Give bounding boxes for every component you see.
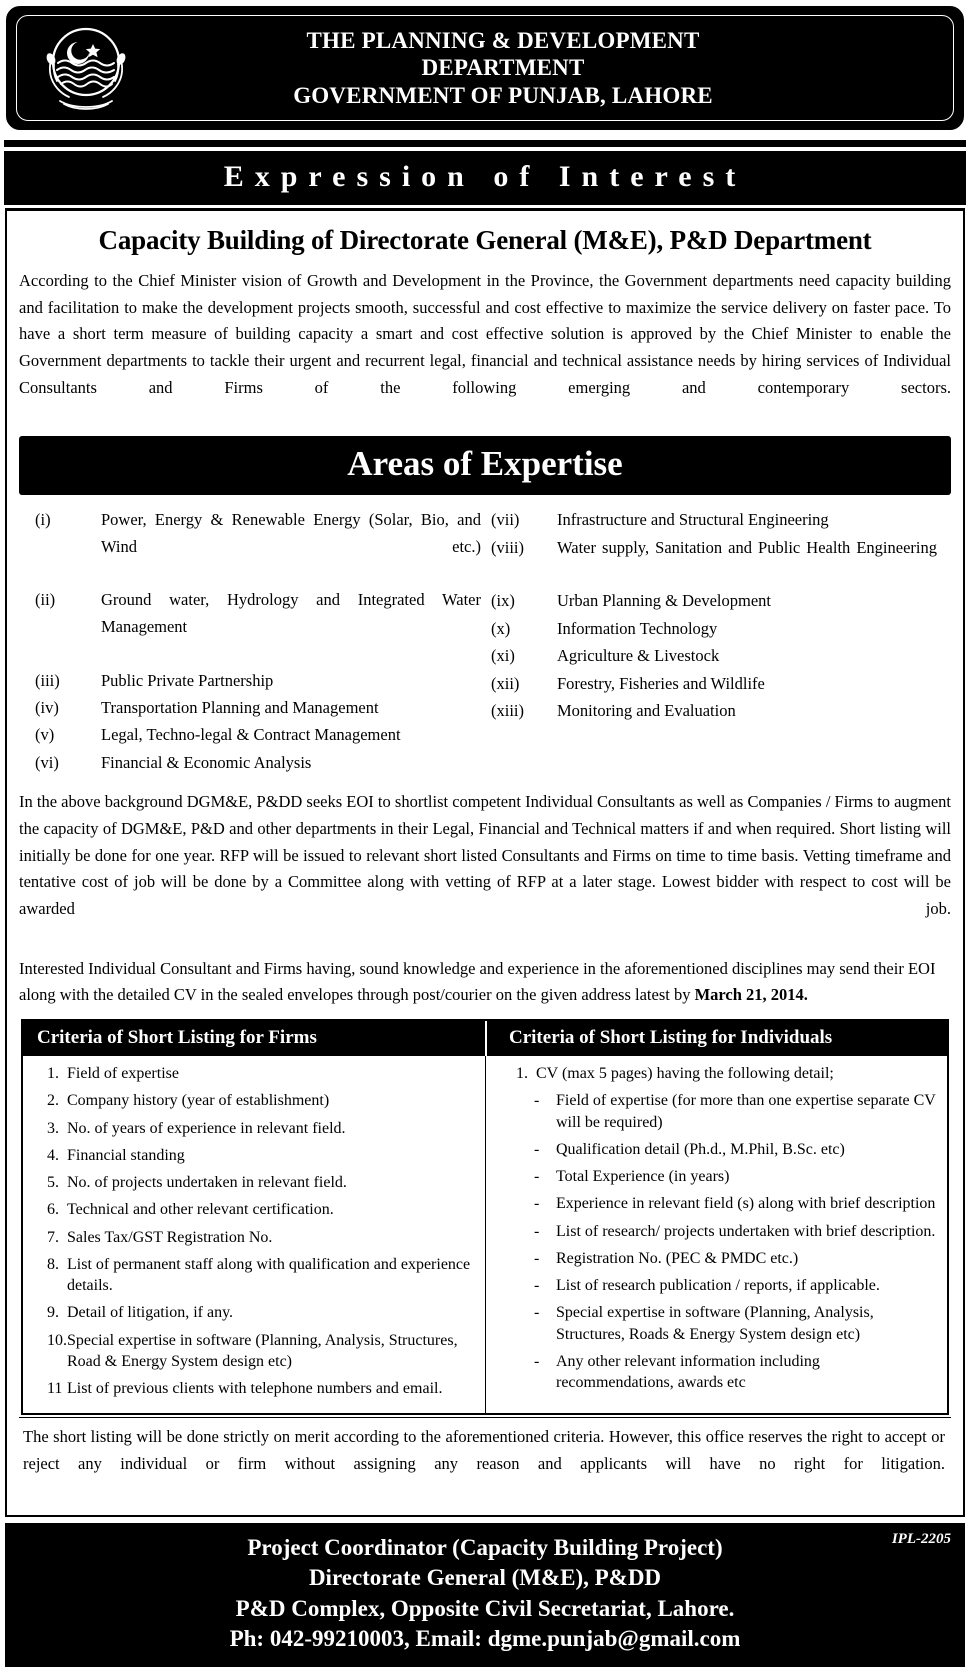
expertise-numeral: (v) bbox=[35, 725, 55, 745]
row-text: CV (max 5 pages) having the following detail; bbox=[536, 1064, 834, 1082]
row-bullet: - bbox=[534, 1140, 540, 1158]
row-number: 1. bbox=[47, 1064, 59, 1082]
criteria-table-body bbox=[23, 1056, 947, 1413]
closing-statement bbox=[19, 1417, 951, 1508]
list-item bbox=[35, 668, 481, 694]
row-bullet: - bbox=[534, 1277, 540, 1295]
row-text: List of previous clients with telephone numbers and email. bbox=[67, 1380, 443, 1398]
table-row bbox=[500, 1275, 937, 1296]
list-item bbox=[35, 587, 481, 666]
row-text: Registration No. (PEC & PMDC etc.) bbox=[556, 1249, 799, 1267]
table-row bbox=[31, 1302, 475, 1323]
criteria-individuals-cell bbox=[485, 1056, 947, 1413]
submission-text: Interested Individual Consultant and Firms having, sound knowledge and experience in the aforementioned disciplines may send their EOI along with the detailed CV in the sealed envelopes through post/courier on the given address latest by bbox=[19, 958, 936, 1005]
row-text: Field of expertise bbox=[67, 1064, 179, 1082]
table-row bbox=[31, 1378, 475, 1399]
expertise-label: Forestry, Fisheries and Wildlife bbox=[557, 673, 765, 693]
footer-line-1: Project Coordinator (Capacity Building Project) bbox=[247, 1534, 723, 1560]
expertise-label: Information Technology bbox=[557, 618, 718, 638]
row-text: No. of projects undertaken in relevant field. bbox=[67, 1174, 347, 1192]
closing-paragraph: The short listing will be done strictly on merit according to the aforementioned criteria. However, this office reserves the right to accept or reject any individual or firm without assigning any reason and applicants will have no right for litigation. bbox=[23, 1427, 945, 1474]
footer-line-2: Directorate General (M&E), P&DD bbox=[308, 1565, 662, 1591]
expertise-label: Transportation Planning and Management bbox=[101, 698, 379, 718]
row-number: 4. bbox=[47, 1146, 59, 1164]
table-row bbox=[31, 1172, 475, 1193]
mid-paragraph-block bbox=[19, 789, 951, 1009]
row-number: 3. bbox=[47, 1119, 59, 1137]
table-row bbox=[500, 1248, 937, 1269]
expertise-label: Infrastructure and Structural Engineering bbox=[557, 510, 829, 530]
row-number: 11 bbox=[47, 1380, 63, 1398]
expertise-label: Financial & Economic Analysis bbox=[101, 752, 312, 772]
row-bullet: - bbox=[534, 1222, 540, 1240]
row-bullet: - bbox=[534, 1304, 540, 1322]
criteria-table-header bbox=[23, 1021, 947, 1056]
header-line-2: DEPARTMENT bbox=[421, 55, 585, 81]
table-row bbox=[500, 1193, 937, 1214]
table-row bbox=[31, 1090, 475, 1111]
banner-top-rule bbox=[4, 140, 966, 147]
table-row bbox=[500, 1166, 937, 1187]
list-item bbox=[491, 643, 937, 669]
eoi-banner-wrapper bbox=[4, 140, 966, 205]
list-item bbox=[491, 535, 937, 588]
expertise-numeral: (xiii) bbox=[491, 701, 524, 721]
header-title-block bbox=[134, 27, 962, 108]
ipl-reference-code: IPL-2205 bbox=[891, 1530, 951, 1547]
table-row bbox=[500, 1221, 937, 1242]
row-text: Sales Tax/GST Registration No. bbox=[67, 1228, 273, 1246]
table-row bbox=[31, 1199, 475, 1220]
row-number: 5. bbox=[47, 1174, 59, 1192]
list-item bbox=[491, 671, 937, 697]
eoi-advertisement-page bbox=[0, 6, 970, 1652]
row-text: Company history (year of establishment) bbox=[67, 1092, 330, 1110]
row-number: 1. bbox=[516, 1064, 528, 1082]
expertise-label: Monitoring and Evaluation bbox=[557, 701, 736, 721]
row-text: Total Experience (in years) bbox=[556, 1168, 730, 1186]
header-line-3: GOVERNMENT OF PUNJAB, LAHORE bbox=[293, 82, 713, 108]
row-text: Special expertise in software (Planning, Analysis, Structures, Roads & Energy System design etc) bbox=[556, 1304, 874, 1343]
expertise-label: Agriculture & Livestock bbox=[557, 646, 720, 666]
row-bullet: - bbox=[534, 1249, 540, 1267]
table-row bbox=[500, 1139, 937, 1160]
document-body bbox=[5, 208, 965, 1517]
expertise-label: Legal, Techno-legal & Contract Management bbox=[101, 725, 401, 745]
list-item bbox=[491, 616, 937, 642]
expertise-label: Power, Energy & Renewable Energy (Solar, Bio, and Wind etc.) bbox=[101, 510, 481, 556]
row-text: No. of years of experience in relevant field. bbox=[67, 1119, 346, 1137]
intro-paragraph: According to the Chief Minister vision of Growth and Development in the Province, the Government departments need capacity building and facilitation to make the development projects smooth, successful and cost effective to maximize the service delivery on faster pace. To have a short term measure of building capacity a smart and cost effective solution is approved by the Chief Minister to enable the Government departments to tackle their urgent and recurrent legal, financial and technical assistance needs by hiring services of Individual Consultants and Firms of the following emerging and contemporary sectors. bbox=[19, 271, 951, 397]
table-row bbox=[31, 1330, 475, 1373]
column-header-firms: Criteria of Short Listing for Firms bbox=[37, 1026, 317, 1048]
row-text: Field of expertise (for more than one expertise separate CV will be required) bbox=[556, 1092, 936, 1131]
page-title: Capacity Building of Directorate General (M&E), P&D Department bbox=[98, 225, 872, 255]
list-item bbox=[35, 507, 481, 586]
table-row bbox=[31, 1118, 475, 1139]
column-header-individuals: Criteria of Short Listing for Individuals bbox=[485, 1021, 947, 1056]
row-bullet: - bbox=[534, 1352, 540, 1370]
list-item bbox=[35, 695, 481, 721]
criteria-firms-cell bbox=[23, 1056, 485, 1413]
row-text: Experience in relevant field (s) along with brief description bbox=[556, 1195, 936, 1213]
areas-of-expertise-list bbox=[19, 507, 951, 777]
expertise-numeral: (i) bbox=[35, 510, 51, 530]
table-row bbox=[500, 1351, 937, 1394]
row-text: Detail of litigation, if any. bbox=[67, 1304, 234, 1322]
row-text: Technical and other relevant certification. bbox=[67, 1201, 334, 1219]
expertise-numeral: (ix) bbox=[491, 591, 515, 611]
expertise-numeral: (vii) bbox=[491, 510, 520, 530]
row-text: List of permanent staff along with qualification and experience details. bbox=[67, 1255, 471, 1295]
row-text: List of research/ projects undertaken with brief description. bbox=[556, 1222, 936, 1240]
background-paragraph: In the above background DGM&E, P&DD seeks EOI to shortlist competent Individual Consultants as well as Companies / Firms to augment the capacity of DGM&E, P&D and other departments in their Legal, Financial and Technical matters if and when required. Short listing will initially be done for one year. RFP will be issued to relevant short listed Consultants and Firms on time to time basis. Vetting timeframe and tentative cost of job will be done by a Committee along with vetting of RFP at a later stage. Lowest bidder with respect to cost will be awarded job. bbox=[19, 792, 951, 919]
expertise-numeral: (xi) bbox=[491, 646, 515, 666]
expertise-label: Water supply, Sanitation and Public Health Engineering bbox=[557, 537, 937, 557]
row-number: 8. bbox=[47, 1255, 59, 1273]
footer-line-4: Ph: 042-99210003, Email: dgme.punjab@gmail.com bbox=[229, 1626, 741, 1652]
table-row bbox=[500, 1063, 937, 1084]
header-line-1: THE PLANNING & DEVELOPMENT bbox=[306, 28, 700, 54]
row-number: 6. bbox=[47, 1201, 59, 1219]
table-row bbox=[31, 1145, 475, 1166]
row-number: 10. bbox=[47, 1331, 67, 1349]
row-text: Special expertise in software (Planning, Analysis, Structures, Road & Energy System design etc) bbox=[67, 1331, 458, 1370]
expertise-numeral: (vi) bbox=[35, 752, 59, 772]
row-number: 9. bbox=[47, 1304, 59, 1322]
row-text: List of research publication / reports, if applicable. bbox=[556, 1277, 880, 1295]
list-item bbox=[491, 588, 937, 614]
criteria-table bbox=[21, 1019, 949, 1415]
expertise-numeral: (xii) bbox=[491, 673, 520, 693]
expertise-label: Ground water, Hydrology and Integrated Water Management bbox=[101, 590, 481, 636]
list-item bbox=[491, 698, 937, 724]
areas-of-expertise-banner: Areas of Expertise bbox=[19, 436, 951, 495]
row-text: Any other relevant information including recommendations, awards etc bbox=[556, 1352, 820, 1392]
punjab-government-emblem-icon bbox=[38, 16, 134, 120]
expertise-column-left bbox=[35, 507, 481, 777]
document-header bbox=[6, 6, 964, 130]
expertise-label: Public Private Partnership bbox=[101, 670, 274, 690]
list-item bbox=[35, 750, 481, 776]
submission-paragraph bbox=[19, 956, 951, 1009]
expertise-numeral: (ii) bbox=[35, 590, 56, 610]
footer-line-3: P&D Complex, Opposite Civil Secretariat, Lahore. bbox=[235, 1595, 735, 1621]
row-number: 2. bbox=[47, 1092, 59, 1110]
row-bullet: - bbox=[534, 1195, 540, 1213]
table-row bbox=[500, 1090, 937, 1133]
row-number: 7. bbox=[47, 1228, 59, 1246]
row-text: Qualification detail (Ph.d., M.Phil, B.Sc. etc) bbox=[556, 1140, 845, 1158]
row-bullet: - bbox=[534, 1168, 540, 1186]
expertise-column-right bbox=[491, 507, 937, 777]
table-row bbox=[31, 1254, 475, 1297]
row-bullet: - bbox=[534, 1092, 540, 1110]
document-footer bbox=[5, 1523, 965, 1667]
table-row bbox=[31, 1063, 475, 1084]
expertise-numeral: (iv) bbox=[35, 698, 59, 718]
table-row bbox=[31, 1227, 475, 1248]
expertise-label: Urban Planning & Development bbox=[557, 591, 772, 611]
list-item bbox=[35, 722, 481, 748]
row-text: Financial standing bbox=[67, 1146, 185, 1164]
expertise-numeral: (x) bbox=[491, 618, 511, 638]
expertise-numeral: (viii) bbox=[491, 537, 524, 557]
expertise-numeral: (iii) bbox=[35, 670, 60, 690]
deadline-date: March 21, 2014. bbox=[694, 985, 808, 1005]
eoi-banner-title: Expression of Interest bbox=[4, 151, 966, 205]
table-row bbox=[500, 1302, 937, 1345]
list-item bbox=[491, 507, 937, 533]
